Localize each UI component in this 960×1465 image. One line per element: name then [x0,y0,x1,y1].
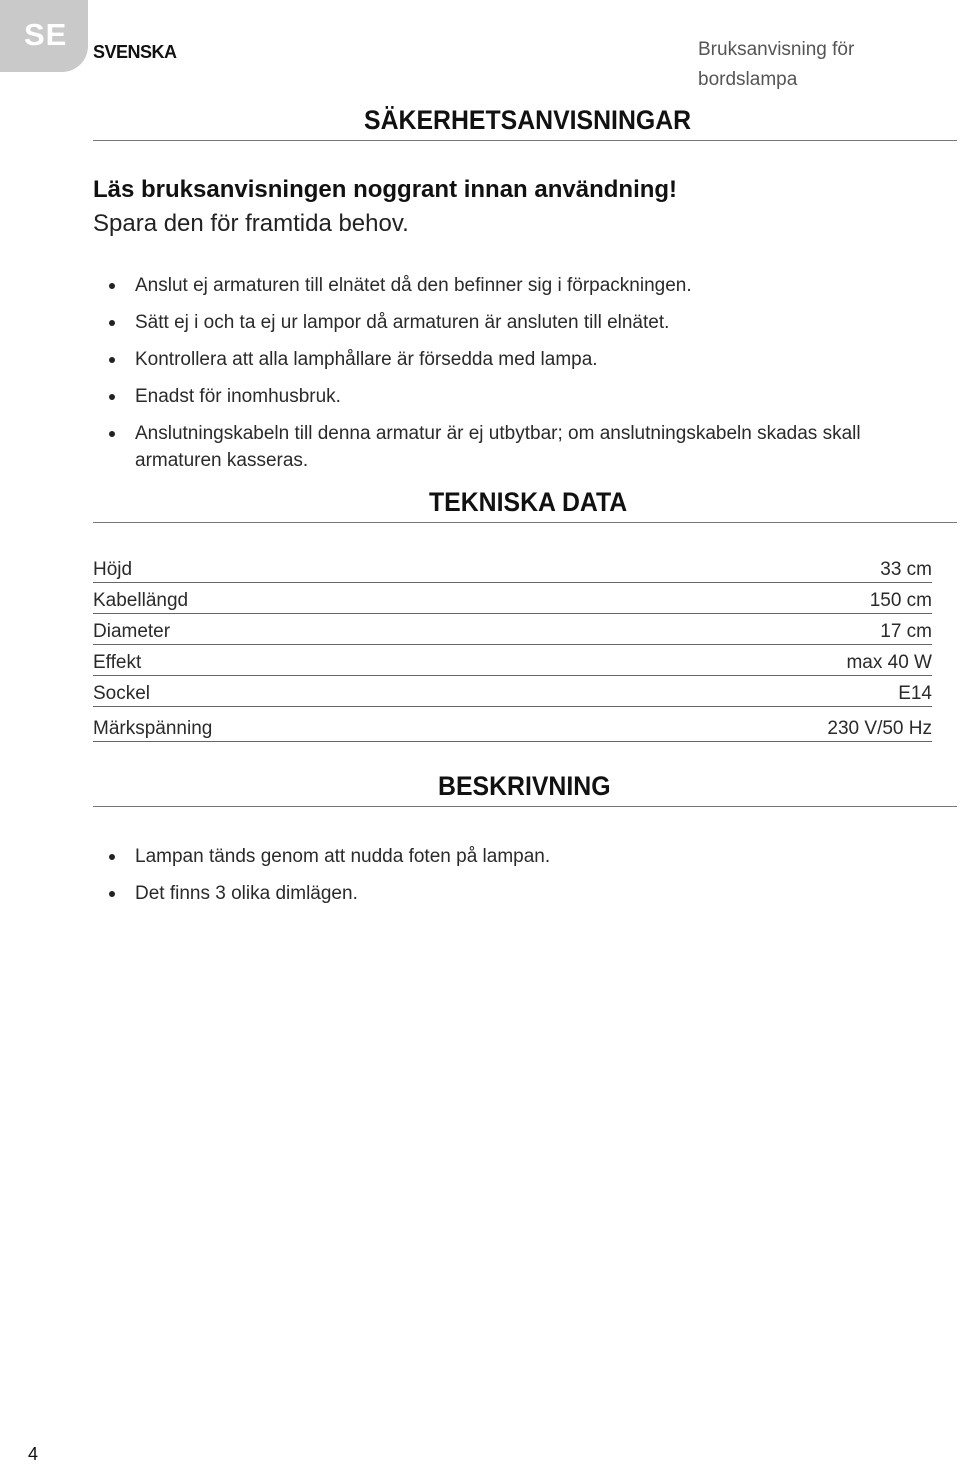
table-row [93,614,932,645]
table-row [93,552,932,583]
spec-value: 33 cm [880,559,932,580]
spec-label: Märkspänning [93,718,213,739]
spec-value: 230 V/50 Hz [827,718,932,739]
bullet-icon [109,320,115,326]
safety-title: SÄKERHETSANVISNINGAR [364,105,692,135]
spec-label: Sockel [93,683,151,704]
spec-label: Kabellängd [93,590,189,611]
spec-label: Effekt [93,652,142,673]
warning-bold: Läs bruksanvisningen noggrant innan användning! [93,176,678,203]
list-item: Kontrollera att alla lamphållare är försedda med lampa. [93,346,923,373]
warning-normal: Spara den för framtida behov. [93,210,409,237]
bullet-icon [109,854,115,860]
table-row [93,583,932,614]
document-title-line-2: bordslampa [698,69,798,90]
table-row [93,707,932,742]
language-code: SE [24,17,68,52]
safety-list [93,272,923,484]
description-title: BESKRIVNING [438,771,611,801]
spec-value: max 40 W [846,652,932,673]
spec-value: 150 cm [869,590,932,611]
table-row [93,676,932,707]
spec-value: 17 cm [880,621,932,642]
tech-title: TEKNISKA DATA [429,487,628,517]
list-item: Sätt ej i och ta ej ur lampor då armaturen är ansluten till elnätet. [93,309,923,336]
description-section-header [93,762,957,807]
bullet-icon [109,394,115,400]
page-number: 4 [28,1444,39,1464]
spec-label: Diameter [93,621,171,642]
list-item: Det finns 3 olika dimlägen. [93,880,923,907]
description-list [93,843,923,917]
language-tab [0,0,88,72]
table-row [93,645,932,676]
list-item: Anslut ej armaturen till elnätet då den befinner sig i förpackningen. [93,272,923,299]
bullet-icon [109,283,115,289]
bullet-icon [109,891,115,897]
bullet-icon [109,357,115,363]
bullet-icon [109,431,115,437]
spec-value: E14 [898,683,932,704]
list-item: Lampan tänds genom att nudda foten på lampan. [93,843,923,870]
tech-section-header [93,480,957,523]
list-item: Enadst för inomhusbruk. [93,383,923,410]
document-title-line-1: Bruksanvisning för [698,39,855,60]
language-name: SVENSKA [93,42,177,62]
document-title [698,35,938,95]
list-item: Anslutningskabeln till denna armatur är ej utbytbar; om anslutningskabeln skadas skall armaturen kasseras. [93,420,923,474]
spec-table [93,552,932,742]
spec-label: Höjd [93,559,133,580]
safety-section-header [93,96,957,141]
